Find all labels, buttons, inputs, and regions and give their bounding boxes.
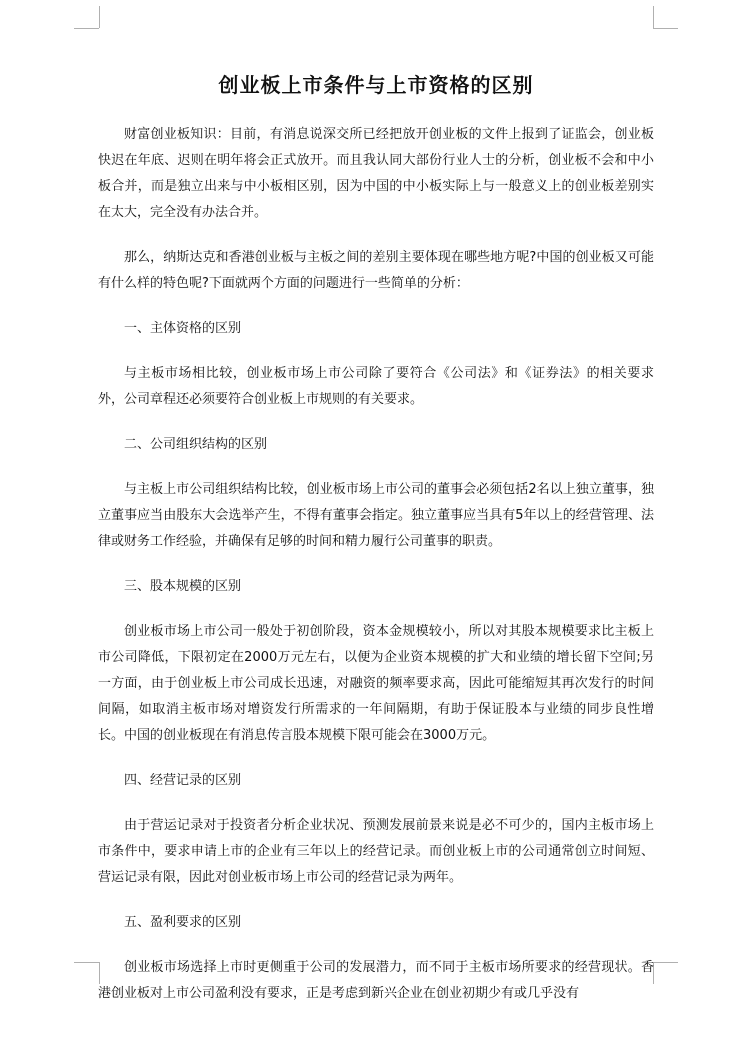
section-body-operating-record: 由于营运记录对于投资者分析企业状况、预测发展前景来说是必不可少的，国内主板市场上市条件中，要求申请上市的企业有三年以上的经营记录。而创业板上市的公司通常创立时间短、营运记录有限，因此对创业板市场上市公司的经营记录为两年。: [98, 818, 654, 885]
question-paragraph: 那么，纳斯达克和香港创业板与主板之间的差别主要体现在哪些地方呢?中国的创业板又可能有什么样的特色呢?下面就两个方面的问题进行一些简单的分析：: [98, 250, 654, 291]
section-heading-org-structure: 二、公司组织结构的区别: [124, 437, 268, 452]
section-body-share-capital: 创业板市场上市公司一般处于初创阶段，资本金规模较小，所以对其股本规模要求比主板上市公司降低，下限初定在2000万元左右，以便为企业资本规模的扩大和业绩的增长留下空间;另一方面，由于创业板上市公司成长迅速，对融资的频率要求高，因此可能缩短其再次发行的时间间隔，如取消主板市场对增资发行所需求的一年间隔期，有助于保证股本与业绩的同步良性增长。中国的创业板现在有消息传言股本规模下限可能会在3000万元。: [98, 624, 654, 743]
section-heading-operating-record: 四、经营记录的区别: [124, 773, 242, 788]
section-body-org-structure: 与主板上市公司组织结构比较，创业板市场上市公司的董事会必须包括2名以上独立董事，独立董事应当由股东大会选举产生，不得有董事会指定。独立董事应当具有5年以上的经营管理、法律或财务工作经验，并确保有足够的时间和精力履行公司董事的职责。: [98, 482, 654, 549]
section-body-subject-qualification: 与主板市场相比较，创业板市场上市公司除了要符合《公司法》和《证券法》的相关要求外，公司章程还必须要符合创业板上市规则的有关要求。: [98, 366, 654, 407]
section-heading-share-capital: 三、股本规模的区别: [124, 579, 242, 594]
intro-paragraph: 财富创业板知识：目前，有消息说深交所已经把放开创业板的文件上报到了证监会，创业板快迟在年底、迟则在明年将会正式放开。而且我认同大部份行业人士的分析，创业板不会和中小板合并，而是独立出来与中小板相区别，因为中国的中小板实际上与一般意义上的创业板差别实在太大，完全没有办法合并。: [98, 127, 654, 220]
document-page: [98, 70, 654, 1001]
document-title: 创业板上市条件与上市资格的区别: [218, 73, 534, 97]
section-body-profit-requirement: 创业板市场选择上市时更侧重于公司的发展潜力，而不同于主板市场所要求的经营现状。香港创业板对上市公司盈利没有要求，正是考虑到新兴企业在创业初期少有或几乎没有: [98, 960, 654, 1001]
section-heading-subject-qualification: 一、主体资格的区别: [124, 321, 242, 336]
section-heading-profit-requirement: 五、盈利要求的区别: [124, 915, 242, 930]
